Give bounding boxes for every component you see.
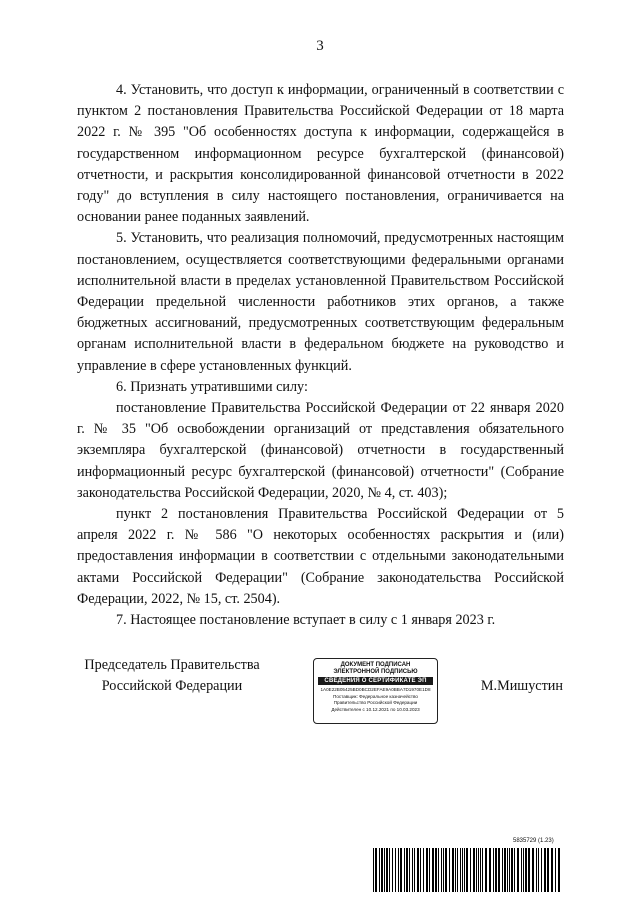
paragraph-item-6-decree-2020: постановление Правительства Российской Федерации от 22 января 2020 г. № 35 "Об освобождении организаций от представления обязательного экземпляра бухгалтерской (финансовой) отчетности в государственный информационный ресурс бухгалтерской (финансовой) отчетности" (Собрание законодательства Российской Федерации, 2020, № 4, ст. 403); <box>77 400 564 501</box>
paragraph-item-4: 4. Установить, что доступ к информации, ограниченный в соответствии с пунктом 2 постановления Правительства Российской Федерации от 18 марта 2022 г. № 395 "Об особенностях доступа к информации, содержащейся в государственном информационном ресурсе бухгалтерской (финансовой) отчетности, и раскрытия консолидированной финансовой отчетности в 2022 году" до вступления в силу настоящего постановления, ограничивается на основании ранее поданных заявлений. <box>77 82 564 226</box>
stamp-certificate: 1A0E22B05425BD0BCD2EFAE9A0BBA7D1970E1D8 <box>320 687 431 692</box>
stamp-validity: Действителен с 10.12.2021 по 10.03.2023 <box>331 706 420 712</box>
page-number: 3 <box>316 38 324 54</box>
electronic-signature-stamp <box>313 658 438 724</box>
paragraph-item-7: 7. Настоящее постановление вступает в силу с 1 января 2023 г. <box>116 612 496 629</box>
document-code: 5835729 (1.23) <box>513 838 554 844</box>
paragraph-item-5: 5. Установить, что реализация полномочий, предусмотренных настоящим постановлением, осуществляется соответствующими федеральными органами исполнительной власти в пределах установленной Правительством Российской Федерации предельной численности работников этих органов, а также бюджетных ассигнований, предусмотренных соответствующим федеральным органам исполнительной власти в федеральном бюджете на руководство и управление в сфере установленных функций. <box>77 230 564 374</box>
stamp-banner: СВЕДЕНИЯ О СЕРТИФИКАТЕ ЭП <box>318 677 433 685</box>
signer-title-line1: Председатель Правительства <box>84 657 260 673</box>
document-body <box>77 80 564 631</box>
signer-title-line2: Российской Федерации <box>101 678 243 694</box>
stamp-owner: Поставщик: Федеральное казначейство <box>333 693 418 699</box>
signer-title <box>77 655 267 697</box>
signer-name: М.Мишустин <box>480 678 563 694</box>
barcode-icon <box>373 848 562 892</box>
paragraph-item-6-decree-2022: пункт 2 постановления Правительства Российской Федерации от 5 апреля 2022 г. № 586 "О некоторых особенностях раскрытия и (или) предоставления информации в соответствии с отдельными законодательными актами Российской Федерации" (Собрание законодательства Российской Федерации, 2022, № 15, ст. 2504). <box>77 506 564 607</box>
signature-block <box>0 655 640 735</box>
paragraph-item-6: 6. Признать утратившими силу: <box>116 378 308 395</box>
stamp-holder: Правительство Российской Федерации <box>333 700 418 705</box>
stamp-line1: ДОКУМЕНТ ПОДПИСАН <box>340 662 411 668</box>
stamp-line2: ЭЛЕКТРОННОЙ ПОДПИСЬЮ <box>333 669 418 675</box>
